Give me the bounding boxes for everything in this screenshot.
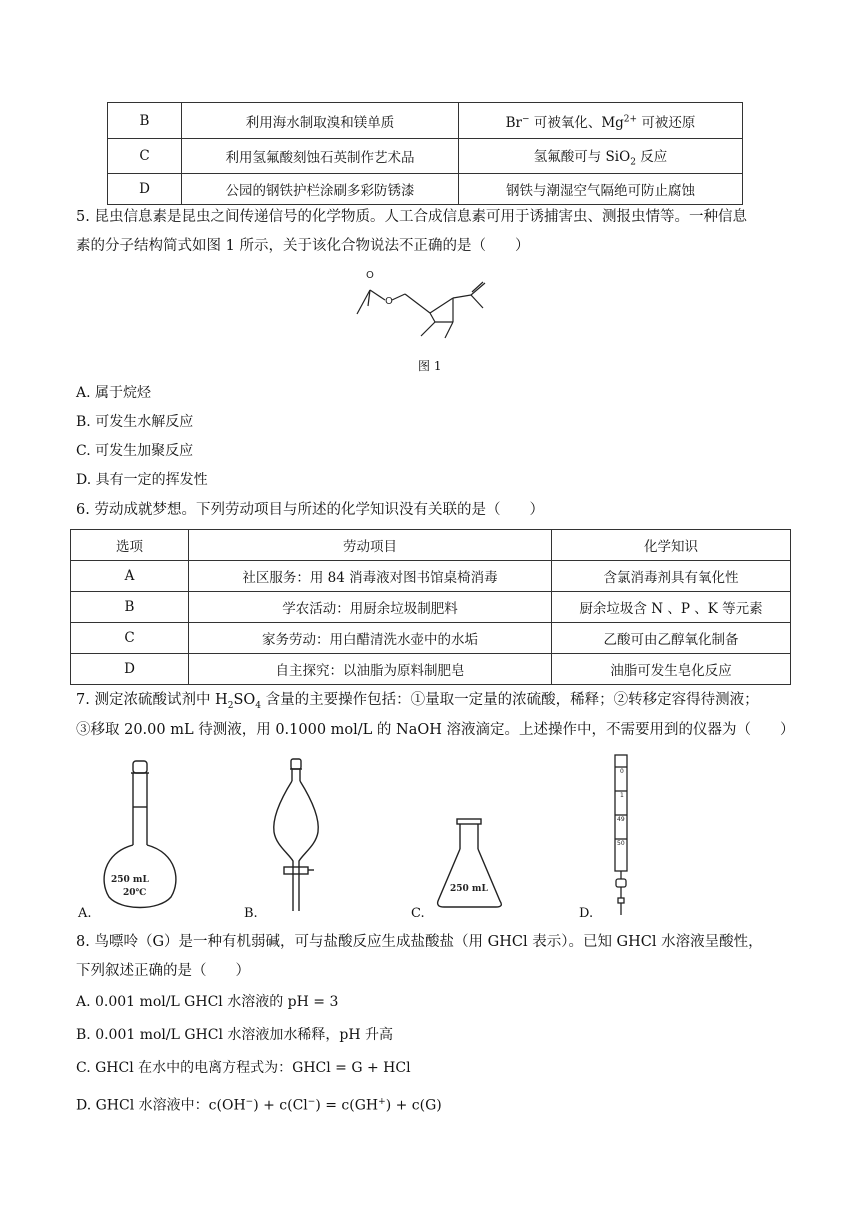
table-cell: 氢氟酸可与 SiO$_2$ 反应 bbox=[459, 139, 743, 174]
table-header-cell: 选项 bbox=[71, 530, 189, 561]
table-cell: B bbox=[71, 592, 189, 623]
burette-mark: 0 bbox=[620, 768, 624, 775]
q8-option-b: B. 0.001 mol/L GHCl 水溶液加水稀释，pH 升高 bbox=[76, 1027, 394, 1043]
table-cell: 家务劳动：用白醋清洗水壶中的水垢 bbox=[189, 623, 552, 654]
table-cell: C bbox=[108, 139, 182, 174]
table-cell: 社区服务：用 84 消毒液对图书馆桌椅消毒 bbox=[189, 561, 552, 592]
table-cell: 利用氢氟酸刻蚀石英制作艺术品 bbox=[182, 139, 459, 174]
q5-stem-line2: 素的分子结构简式如图 1 所示，关于该化合物说法不正确的是（ ） bbox=[76, 238, 530, 254]
erlenmeyer-volume-label: 250 mL bbox=[450, 884, 488, 894]
flask-temp-label: 20℃ bbox=[123, 888, 147, 898]
table-cell: 乙酸可由乙醇氧化制备 bbox=[552, 623, 791, 654]
svg-text:O: O bbox=[366, 270, 374, 281]
table-cell: C bbox=[71, 623, 189, 654]
q7-label-b: B. bbox=[244, 906, 258, 921]
q7-stem-line1: 7. 测定浓硫酸试剂中 $H_2SO_4$ 含量的主要操作包括：①量取一定量的浓硫酸，稀释；②转移定容得待测液； bbox=[76, 692, 759, 711]
table-header-cell: 化学知识 bbox=[552, 530, 791, 561]
table-cell: 公园的钢铁护栏涂刷多彩防锈漆 bbox=[182, 174, 459, 205]
table-header-row bbox=[71, 530, 791, 561]
volumetric-flask-icon bbox=[95, 757, 185, 917]
table-cell: B bbox=[108, 103, 182, 139]
table-cell: 钢铁与潮湿空气隔绝可防止腐蚀 bbox=[459, 174, 743, 205]
q8-option-a: A. 0.001 mol/L GHCl 水溶液的 pH = 3 bbox=[76, 994, 339, 1010]
table-cell: 厨余垃圾含 N 、P 、K 等元素 bbox=[552, 592, 791, 623]
table-cell: D bbox=[71, 654, 189, 685]
q8-option-d: D. GHCl 水溶液中：c(OH−) + c(Cl−) = c(GH+) + c(G) bbox=[76, 1097, 442, 1114]
q8-stem-line2: 下列叙述正确的是（ ） bbox=[76, 963, 250, 979]
q8-option-c: C. GHCl 在水中的电离方程式为：GHCl = G + HCl bbox=[76, 1060, 411, 1076]
table-cell: 利用海水制取溴和镁单质 bbox=[182, 103, 459, 139]
q7-label-d: D. bbox=[579, 906, 594, 921]
table-row bbox=[108, 103, 743, 139]
burette-mark: 1 bbox=[620, 792, 624, 799]
burette-icon bbox=[606, 753, 636, 918]
flask-volume-label: 250 mL bbox=[111, 875, 149, 885]
table-cell: 含氯消毒剂具有氧化性 bbox=[552, 561, 791, 592]
q5-option-d: D. 具有一定的挥发性 bbox=[76, 472, 208, 488]
q5-option-c: C. 可发生加聚反应 bbox=[76, 443, 194, 459]
burette-mark: 49 bbox=[617, 816, 625, 823]
table-cell: 油脂可发生皂化反应 bbox=[552, 654, 791, 685]
table-row bbox=[108, 174, 743, 205]
q7-label-c: C. bbox=[411, 906, 425, 921]
q6-table bbox=[70, 529, 791, 685]
q8-stem-line1: 8. 鸟嘌呤（G）是一种有机弱碱，可与盐酸反应生成盐酸盐（用 GHCl 表示）。已知 GHCl 水溶液呈酸性， bbox=[76, 934, 763, 950]
molecule-structure-figure bbox=[355, 262, 515, 352]
q5-stem-line1: 5. 昆虫信息素是昆虫之间传递信号的化学物质。人工合成信息素可用于诱捕害虫、测报虫情等。一种信息 bbox=[76, 209, 747, 225]
table-row bbox=[71, 592, 791, 623]
q4-table bbox=[107, 102, 743, 205]
q7-stem-line2: ③移取 20.00 mL 待测液，用 0.1000 mol/L 的 NaOH 溶液滴定。上述操作中，不需要用到的仪器为（ ） bbox=[76, 722, 795, 738]
table-cell: 学农活动：用厨余垃圾制肥料 bbox=[189, 592, 552, 623]
table-cell: D bbox=[108, 174, 182, 205]
table-row bbox=[71, 561, 791, 592]
q5-option-a: A. 属于烷烃 bbox=[76, 385, 152, 401]
table-cell: Br− 可被氧化、$Mg^{2+}$ 可被还原 bbox=[459, 103, 743, 139]
q6-stem: 6. 劳动成就梦想。下列劳动项目与所述的化学知识没有关联的是（ ） bbox=[76, 502, 544, 518]
table-cell: A bbox=[71, 561, 189, 592]
table-header-cell: 劳动项目 bbox=[189, 530, 552, 561]
figure-caption: 图 1 bbox=[418, 359, 442, 373]
table-cell: 自主探究：以油脂为原料制肥皂 bbox=[189, 654, 552, 685]
table-row bbox=[108, 139, 743, 174]
q5-option-b: B. 可发生水解反应 bbox=[76, 414, 194, 430]
separatory-funnel-icon bbox=[262, 757, 332, 917]
svg-text:O: O bbox=[385, 296, 393, 307]
table-row bbox=[71, 654, 791, 685]
burette-mark: 50 bbox=[617, 840, 625, 847]
erlenmeyer-flask-icon bbox=[430, 815, 510, 915]
table-row bbox=[71, 623, 791, 654]
q7-label-a: A. bbox=[78, 906, 92, 921]
